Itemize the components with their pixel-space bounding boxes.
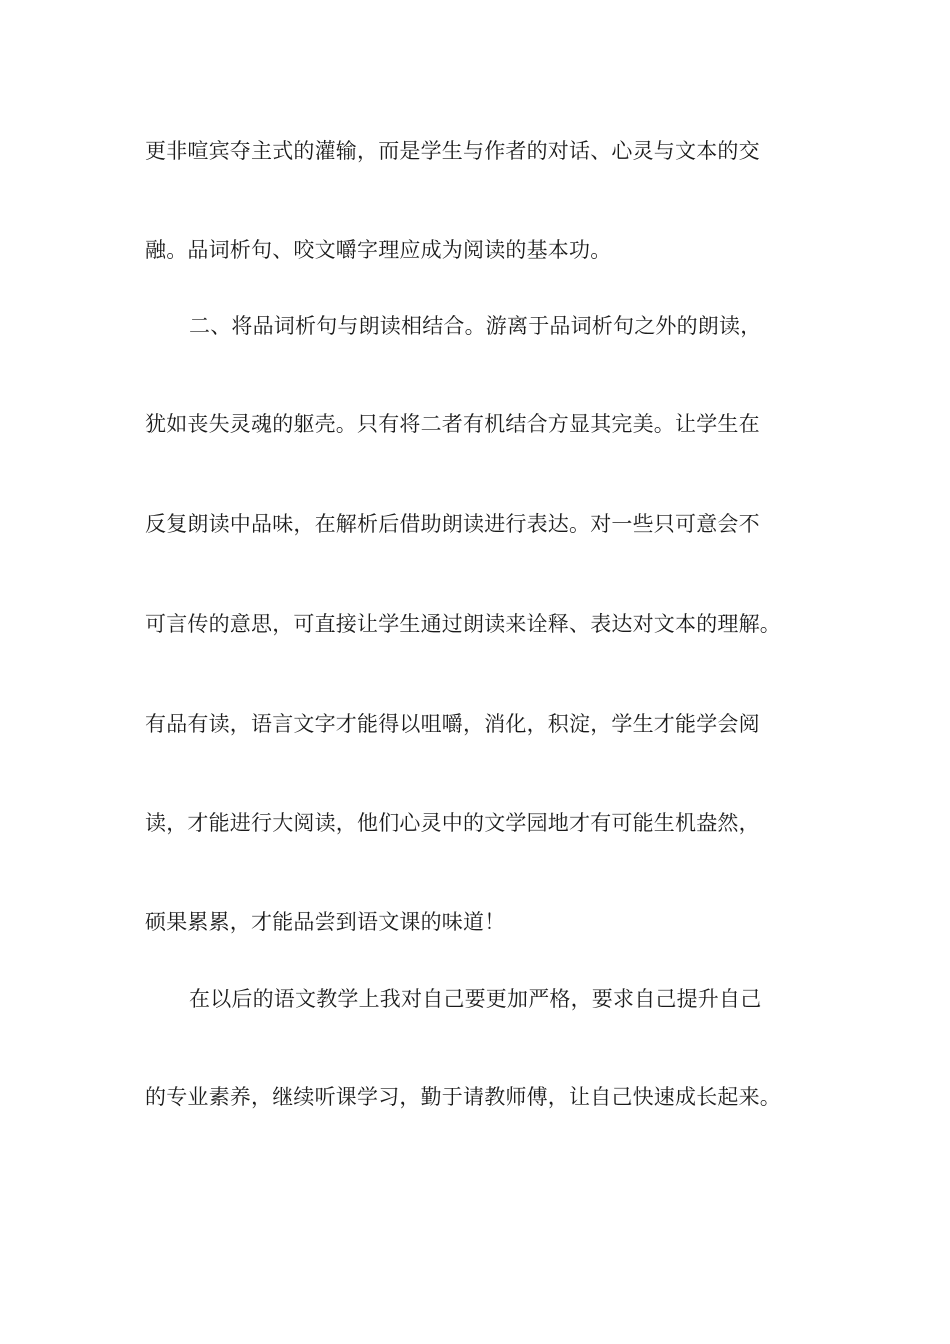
text-line: 更非喧宾夺主式的灌输，而是学生与作者的对话、心灵与文本的交 [145,139,760,163]
text-line: 的专业素养，继续听课学习，勤于请教师傅，让自己快速成长起来。 [145,1085,781,1109]
text-line: 反复朗读中品味，在解析后借助朗读进行表达。对一些只可意会不 [145,512,760,536]
text-line: 硕果累累，才能品尝到语文课的味道！ [145,910,506,934]
text-line: 可言传的意思，可直接让学生通过朗读来诠释、表达对文本的理解。 [145,612,781,636]
text-line: 读，才能进行大阅读，他们心灵中的文学园地才有可能生机盎然， [145,811,760,835]
text-line: 犹如丧失灵魂的躯壳。只有将二者有机结合方显其完美。让学生在 [145,412,760,436]
text-line: 有品有读，语言文字才能得以咀嚼，消化，积淀，学生才能学会阅 [145,712,760,736]
text-line: 融。品词析句、咬文嚼字理应成为阅读的基本功。 [145,238,612,262]
paragraph-start-line: 在以后的语文教学上我对自己要更加严格，要求自己提升自己 [189,987,762,1011]
paragraph-start-line: 二、将品词析句与朗读相结合。游离于品词析句之外的朗读， [189,314,762,338]
